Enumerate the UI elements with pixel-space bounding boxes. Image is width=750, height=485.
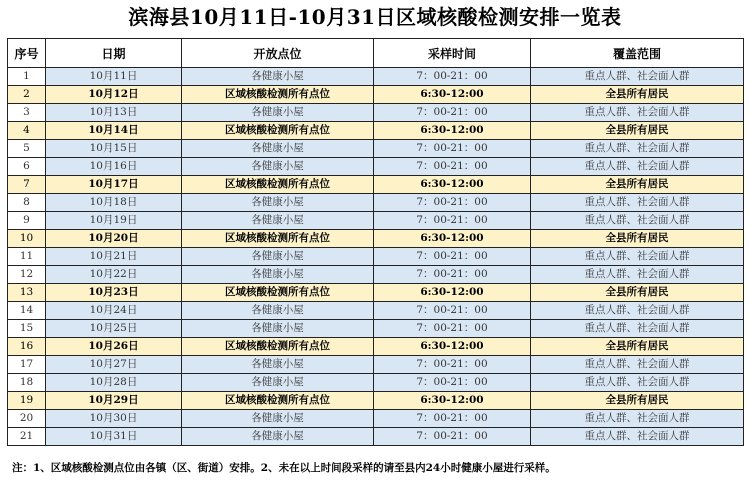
table-body: [8, 68, 744, 446]
cell-time: 7：00-21：00: [374, 68, 531, 86]
table-row: [8, 410, 744, 428]
cell-time: 7：00-21：00: [374, 212, 531, 230]
table-row: [8, 320, 744, 338]
cell-coverage: 重点人群、社会面人群: [531, 320, 744, 338]
cell-site: 各健康小屋: [182, 140, 374, 158]
cell-time: 6:30-12:00: [374, 338, 531, 356]
cell-index: 4: [8, 122, 46, 140]
cell-coverage: 全县所有居民: [531, 230, 744, 248]
cell-index: 12: [8, 266, 46, 284]
cell-index: 7: [8, 176, 46, 194]
header-coverage: 覆盖范围: [531, 39, 744, 68]
cell-index: 20: [8, 410, 46, 428]
header-site: 开放点位: [182, 39, 374, 68]
cell-time: 6:30-12:00: [374, 122, 531, 140]
table-row: [8, 392, 744, 410]
document-title: 滨海县10月11日-10月31日区域核酸检测安排一览表: [128, 5, 622, 29]
cell-time: 7：00-21：00: [374, 374, 531, 392]
cell-index: 5: [8, 140, 46, 158]
table-row: [8, 284, 744, 302]
cell-site: 各健康小屋: [182, 68, 374, 86]
cell-date: 10月27日: [46, 356, 182, 374]
table-row: [8, 140, 744, 158]
header-index: 序号: [8, 39, 46, 68]
table-row: [8, 212, 744, 230]
cell-index: 2: [8, 86, 46, 104]
cell-date: 10月17日: [46, 176, 182, 194]
cell-date: 10月14日: [46, 122, 182, 140]
cell-coverage: 全县所有居民: [531, 338, 744, 356]
cell-index: 17: [8, 356, 46, 374]
cell-site: 区域核酸检测所有点位: [182, 176, 374, 194]
table-row: [8, 248, 744, 266]
cell-time: 6:30-12:00: [374, 284, 531, 302]
cell-site: 各健康小屋: [182, 248, 374, 266]
cell-coverage: 全县所有居民: [531, 392, 744, 410]
cell-site: 各健康小屋: [182, 212, 374, 230]
cell-coverage: 重点人群、社会面人群: [531, 194, 744, 212]
cell-date: 10月20日: [46, 230, 182, 248]
cell-date: 10月13日: [46, 104, 182, 122]
table-row: [8, 266, 744, 284]
cell-site: 各健康小屋: [182, 374, 374, 392]
cell-index: 18: [8, 374, 46, 392]
cell-index: 15: [8, 320, 46, 338]
cell-time: 7：00-21：00: [374, 266, 531, 284]
cell-index: 11: [8, 248, 46, 266]
cell-date: 10月29日: [46, 392, 182, 410]
cell-site: 区域核酸检测所有点位: [182, 86, 374, 104]
cell-site: 各健康小屋: [182, 302, 374, 320]
cell-time: 6:30-12:00: [374, 230, 531, 248]
header-date: 日期: [46, 39, 182, 68]
table-row: [8, 104, 744, 122]
cell-coverage: 重点人群、社会面人群: [531, 266, 744, 284]
cell-coverage: 全县所有居民: [531, 176, 744, 194]
table-row: [8, 338, 744, 356]
cell-coverage: 重点人群、社会面人群: [531, 140, 744, 158]
cell-site: 各健康小屋: [182, 194, 374, 212]
cell-index: 16: [8, 338, 46, 356]
cell-time: 7：00-21：00: [374, 194, 531, 212]
cell-date: 10月11日: [46, 68, 182, 86]
cell-site: 各健康小屋: [182, 104, 374, 122]
cell-date: 10月19日: [46, 212, 182, 230]
cell-index: 8: [8, 194, 46, 212]
cell-date: 10月21日: [46, 248, 182, 266]
cell-date: 10月26日: [46, 338, 182, 356]
table-row: [8, 68, 744, 86]
cell-date: 10月24日: [46, 302, 182, 320]
cell-time: 7：00-21：00: [374, 320, 531, 338]
cell-time: 6:30-12:00: [374, 392, 531, 410]
cell-coverage: 重点人群、社会面人群: [531, 248, 744, 266]
cell-site: 各健康小屋: [182, 158, 374, 176]
cell-date: 10月31日: [46, 428, 182, 446]
table-row: [8, 302, 744, 320]
cell-date: 10月16日: [46, 158, 182, 176]
table-row: [8, 194, 744, 212]
footnote: 注：1、区域核酸检测点位由各镇（区、街道）安排。2、未在以上时间段采样的请至县内24小时健康小屋进行采样。: [12, 462, 556, 474]
cell-time: 7：00-21：00: [374, 410, 531, 428]
table-row: [8, 86, 744, 104]
cell-site: 各健康小屋: [182, 428, 374, 446]
cell-coverage: 重点人群、社会面人群: [531, 104, 744, 122]
header-time: 采样时间: [374, 39, 531, 68]
cell-site: 各健康小屋: [182, 410, 374, 428]
cell-coverage: 全县所有居民: [531, 86, 744, 104]
cell-time: 7：00-21：00: [374, 356, 531, 374]
cell-date: 10月23日: [46, 284, 182, 302]
table-row: [8, 428, 744, 446]
cell-coverage: 重点人群、社会面人群: [531, 410, 744, 428]
cell-date: 10月18日: [46, 194, 182, 212]
cell-time: 7：00-21：00: [374, 428, 531, 446]
cell-time: 7：00-21：00: [374, 248, 531, 266]
cell-site: 区域核酸检测所有点位: [182, 230, 374, 248]
cell-time: 7：00-21：00: [374, 302, 531, 320]
cell-coverage: 重点人群、社会面人群: [531, 302, 744, 320]
cell-index: 13: [8, 284, 46, 302]
table-row: [8, 356, 744, 374]
cell-time: 6:30-12:00: [374, 176, 531, 194]
cell-index: 21: [8, 428, 46, 446]
cell-coverage: 重点人群、社会面人群: [531, 212, 744, 230]
cell-time: 7：00-21：00: [374, 104, 531, 122]
cell-index: 6: [8, 158, 46, 176]
table-row: [8, 158, 744, 176]
cell-site: 各健康小屋: [182, 320, 374, 338]
cell-time: 7：00-21：00: [374, 158, 531, 176]
cell-site: 区域核酸检测所有点位: [182, 392, 374, 410]
cell-time: 7：00-21：00: [374, 140, 531, 158]
table-row: [8, 176, 744, 194]
cell-coverage: 全县所有居民: [531, 284, 744, 302]
cell-site: 各健康小屋: [182, 266, 374, 284]
cell-coverage: 重点人群、社会面人群: [531, 158, 744, 176]
cell-coverage: 重点人群、社会面人群: [531, 68, 744, 86]
cell-date: 10月28日: [46, 374, 182, 392]
cell-site: 区域核酸检测所有点位: [182, 284, 374, 302]
table-row: [8, 230, 744, 248]
schedule-table: [7, 38, 744, 446]
table-row: [8, 122, 744, 140]
cell-site: 各健康小屋: [182, 356, 374, 374]
cell-index: 19: [8, 392, 46, 410]
cell-index: 1: [8, 68, 46, 86]
cell-site: 区域核酸检测所有点位: [182, 338, 374, 356]
cell-date: 10月25日: [46, 320, 182, 338]
cell-index: 10: [8, 230, 46, 248]
cell-coverage: 重点人群、社会面人群: [531, 356, 744, 374]
cell-date: 10月22日: [46, 266, 182, 284]
cell-index: 3: [8, 104, 46, 122]
cell-index: 14: [8, 302, 46, 320]
cell-site: 区域核酸检测所有点位: [182, 122, 374, 140]
cell-index: 9: [8, 212, 46, 230]
table-row: [8, 374, 744, 392]
cell-date: 10月12日: [46, 86, 182, 104]
cell-coverage: 全县所有居民: [531, 122, 744, 140]
cell-coverage: 重点人群、社会面人群: [531, 374, 744, 392]
table-header-row: [8, 39, 744, 68]
cell-date: 10月30日: [46, 410, 182, 428]
cell-date: 10月15日: [46, 140, 182, 158]
cell-time: 6:30-12:00: [374, 86, 531, 104]
cell-coverage: 重点人群、社会面人群: [531, 428, 744, 446]
